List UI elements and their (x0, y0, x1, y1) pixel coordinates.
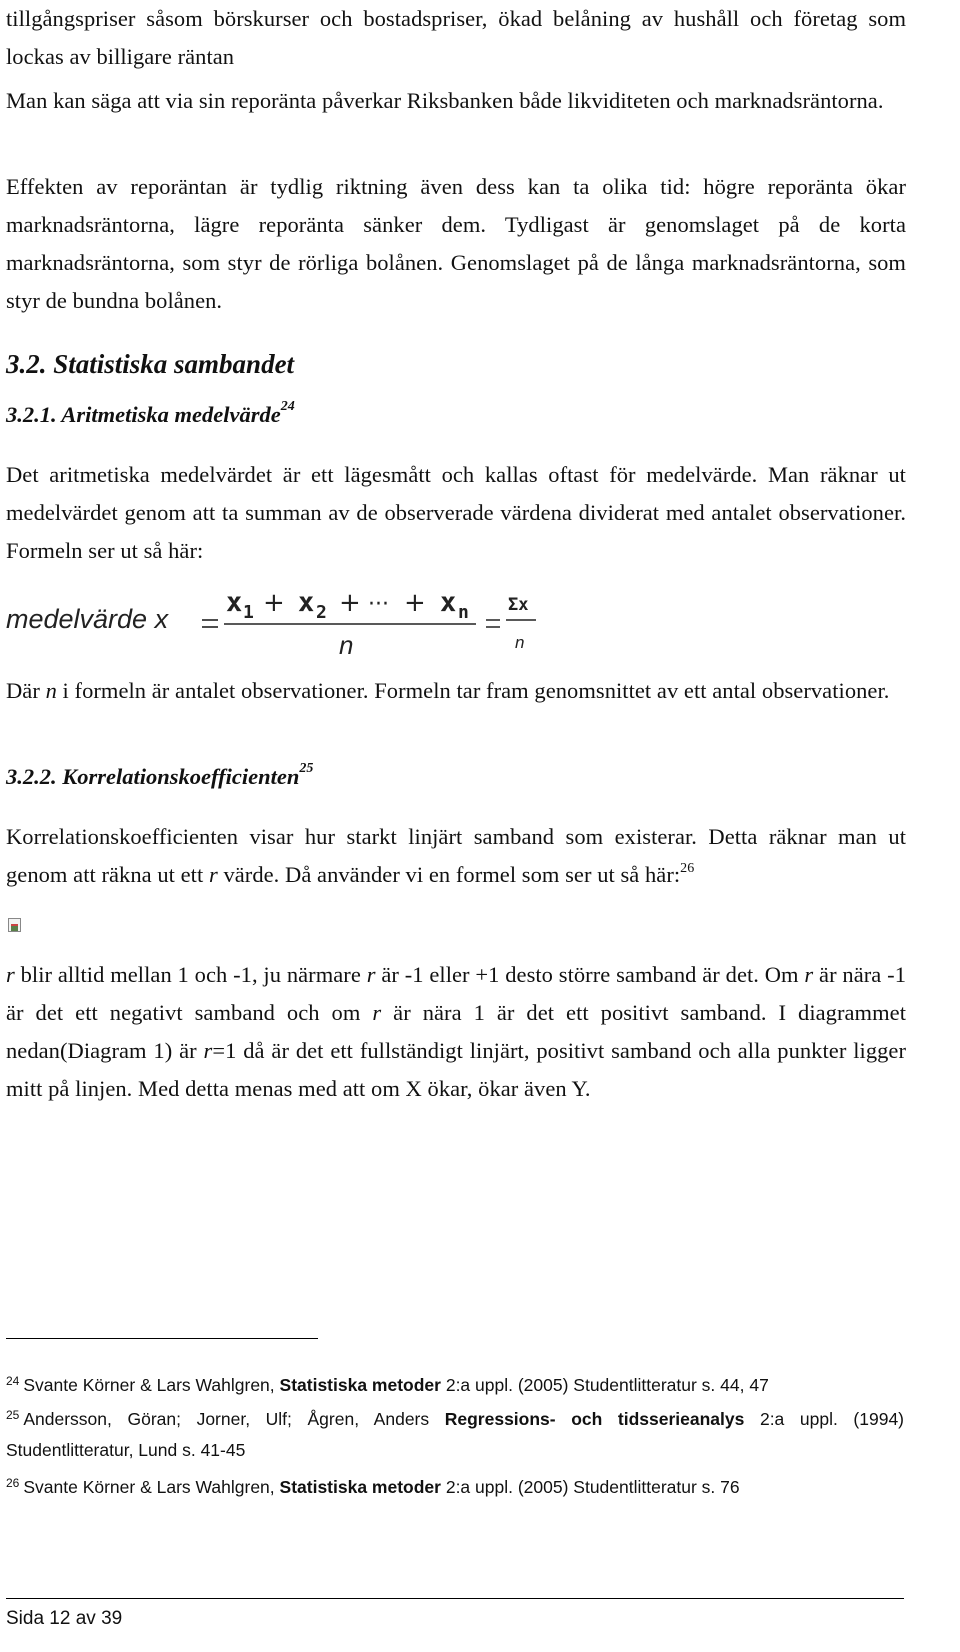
footnote-separator (6, 1338, 318, 1339)
text-run: Andersson, Göran; Jorner, Ulf; Ågren, Anders (23, 1409, 445, 1429)
text-run: är nära 1 är det ett positivt samband. I diagrammet nedan(Diagram 1) är (6, 1000, 906, 1063)
footnote-26 (6, 1472, 904, 1503)
variable-r: r (372, 1000, 382, 1025)
variable-r: r (208, 862, 218, 887)
footnote-24 (6, 1370, 904, 1401)
paragraph-mean-explanation (6, 672, 906, 710)
section-heading-3-2-2 (6, 760, 906, 794)
broken-image-icon (8, 918, 21, 932)
paragraph-intro-3: Effekten av reporäntan är tydlig riktning även dess kan ta olika tid: högre reporänta ökar marknadsräntorna, lägre reporänta sänker dem. Tydligast är genomslaget på de korta marknadsräntorna, som styr de rörliga bolånen. Genomslaget på de långa marknadsräntorna, som styr de bundna bolånen. (6, 174, 906, 313)
formula-x2: x (298, 590, 315, 618)
text-run: är -1 eller +1 desto större samband är det. Om (375, 962, 805, 987)
formula-sum-numerator: Σx (508, 595, 529, 615)
paragraph-intro-2: Man kan säga att via sin reporänta påverkar Riksbanken både likviditeten och marknadsräntorna. (6, 88, 884, 113)
paragraph-correlation-explanation (6, 956, 906, 1108)
text-run: Svante Körner & Lars Wahlgren, (23, 1375, 280, 1395)
formula-plus-2: + (339, 590, 361, 618)
text-run: Svante Körner & Lars Wahlgren, (23, 1477, 280, 1497)
footnote-number: 26 (6, 1476, 20, 1490)
paragraph-correlation-intro (6, 818, 906, 894)
variable-r: r (804, 962, 814, 987)
book-title: Statistiska metoder (279, 1477, 441, 1497)
paragraph-intro-1: tillgångspriser såsom börskurser och bostadspriser, ökad belåning av hushåll och företag som lockas av billigare räntan (6, 6, 906, 69)
page-number: Sida 12 av 39 (6, 1608, 123, 1629)
footnote-ref: 26 (680, 861, 695, 876)
formula-sub-n: n (458, 602, 469, 623)
heading-text: 3.2.2. Korrelationskoefficienten (6, 764, 300, 789)
text-run: 2:a uppl. (2005) Studentlitteratur s. 44, 47 (440, 1375, 769, 1395)
footer-rule (6, 1598, 904, 1599)
text-run: =1 då är det ett fullständigt linjärt, positivt samband och alla punkter ligger mitt på linjen. Med detta menas med att om X ökar, ökar även Y. (6, 1038, 906, 1101)
footnote-number: 24 (6, 1374, 20, 1388)
footnote-ref: 25 (299, 761, 314, 776)
paragraph-mean-intro: Det aritmetiska medelvärdet är ett lägesmått och kallas oftast för medelvärde. Man räknar ut medelvärdet genom att ta summan av de observerade värdena dividerat med antalet observationer. Formeln ser ut så här: (6, 462, 906, 563)
formula-x1: x (226, 590, 243, 618)
text-run: blir alltid mellan 1 och -1, ju närmare (14, 962, 367, 987)
variable-r: r (6, 962, 15, 987)
formula-lhs: medelvärde x (6, 604, 169, 634)
text-run: 2:a uppl. (2005) Studentlitteratur s. 76 (440, 1477, 740, 1497)
mean-formula (6, 590, 546, 664)
text-run: Korrelationskoefficienten visar hur starkt linjärt samband som existerar. Detta räknar man ut genom att räkna ut ett (6, 824, 906, 887)
formula-sub-2: 2 (316, 602, 327, 623)
formula-dots: ··· (368, 592, 389, 617)
book-title: Statistiska metoder (279, 1375, 441, 1395)
formula-xn: x (440, 590, 457, 618)
heading-text: 3.2.1. Aritmetiska medelvärde (6, 402, 281, 427)
section-heading-3-2-1 (6, 398, 906, 432)
formula-sub-1: 1 (243, 602, 254, 623)
variable-r: r (366, 962, 376, 987)
formula-plus-3: + (404, 590, 426, 618)
footnote-ref: 24 (280, 399, 295, 414)
variable-n: n (45, 678, 57, 703)
formula-sum-denominator: n (515, 633, 525, 652)
section-heading-3-2: 3.2. Statistiska sambandet (6, 349, 295, 379)
variable-r: r (203, 1038, 213, 1063)
formula-plus-1: + (263, 590, 285, 618)
footnote-number: 25 (6, 1408, 20, 1422)
text-run: värde. Då använder vi en formel som ser ut så här: (217, 862, 681, 887)
text-run: är nära -1 är det ett negativt samband och om (6, 962, 906, 1025)
footnote-25 (6, 1404, 904, 1466)
text-run: i formeln är antalet observationer. Formeln tar fram genomsnittet av ett antal observationer. (56, 678, 890, 703)
formula-denominator: n (339, 630, 354, 660)
text-run: 2:a uppl. (1994) Studentlitteratur, Lund s. 41-45 (6, 1409, 905, 1460)
text-run: Där (6, 678, 46, 703)
book-title: Regressions- och tidsserieanalys (444, 1409, 745, 1429)
